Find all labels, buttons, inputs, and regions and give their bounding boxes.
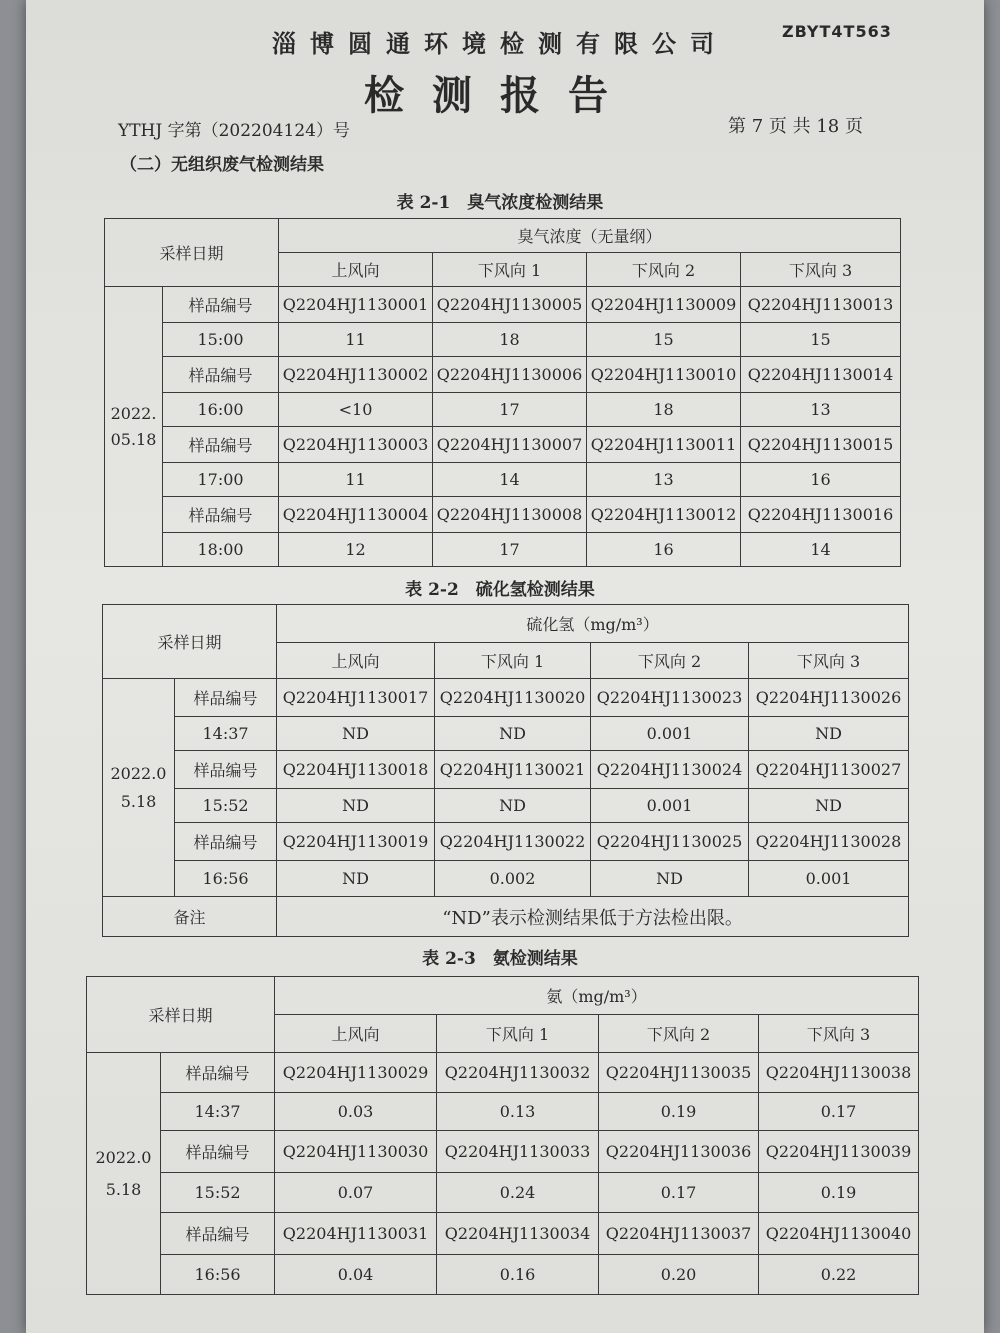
sample-id: Q2204HJ1130028 [749,823,909,861]
result-value: 18 [433,323,587,357]
sample-id: Q2204HJ1130025 [591,823,749,861]
sample-id: Q2204HJ1130038 [759,1053,919,1093]
direction-header: 下风向 1 [433,253,587,287]
sample-id: Q2204HJ1130005 [433,287,587,323]
sample-id: Q2204HJ1130009 [587,287,741,323]
document-number: YTHJ 字第（202204124）号 [118,121,350,141]
result-value: 17 [433,393,587,427]
note-text: “ND”表示检测结果低于方法检出限。 [277,897,909,937]
direction-header: 下风向 3 [741,253,901,287]
result-value: 0.13 [437,1093,599,1131]
sample-label: 样品编号 [175,751,277,789]
sample-label: 样品编号 [163,357,279,393]
result-value: ND [591,861,749,897]
sample-time: 17:00 [163,463,279,497]
result-value: 0.17 [599,1173,759,1213]
result-value: 13 [741,393,901,427]
result-value: 0.22 [759,1255,919,1295]
sample-id: Q2204HJ1130023 [591,679,749,717]
result-value: 16 [587,533,741,567]
direction-header: 下风向 2 [587,253,741,287]
table3-caption: 表 2-3 氨检测结果 [422,949,578,969]
sample-id: Q2204HJ1130024 [591,751,749,789]
direction-header: 下风向 3 [759,1015,919,1053]
result-value: 0.001 [591,717,749,751]
param-header: 硫化氢（mg/m³） [277,605,909,643]
ammonia-table [86,976,919,1295]
sample-id: Q2204HJ1130007 [433,427,587,463]
sample-label: 样品编号 [161,1131,275,1173]
sample-id: Q2204HJ1130003 [279,427,433,463]
date-header: 采样日期 [105,219,279,287]
sample-label: 样品编号 [175,823,277,861]
page-info: 第 7 页 共 18 页 [728,116,863,137]
sample-time: 16:56 [175,861,277,897]
sample-id: Q2204HJ1130020 [435,679,591,717]
section-title: （二）无组织废气检测结果 [120,155,324,175]
sample-label: 样品编号 [161,1053,275,1093]
result-value: 16 [741,463,901,497]
sample-id: Q2204HJ1130033 [437,1131,599,1173]
result-value: 14 [433,463,587,497]
sample-id: Q2204HJ1130027 [749,751,909,789]
result-value: ND [749,789,909,823]
sample-id: Q2204HJ1130032 [437,1053,599,1093]
report-code: ZBYT4T563 [782,22,892,41]
sample-id: Q2204HJ1130034 [437,1213,599,1255]
sample-id: Q2204HJ1130036 [599,1131,759,1173]
direction-header: 下风向 1 [437,1015,599,1053]
sample-time: 16:00 [163,393,279,427]
sample-id: Q2204HJ1130002 [279,357,433,393]
result-value: 18 [587,393,741,427]
sample-time: 18:00 [163,533,279,567]
result-value: 0.07 [275,1173,437,1213]
sample-label: 样品编号 [163,427,279,463]
sample-id: Q2204HJ1130019 [277,823,435,861]
sample-date: 2022.05.18 [103,679,175,897]
company-name: 淄博圆通环境检测有限公司 [272,29,728,58]
sample-id: Q2204HJ1130035 [599,1053,759,1093]
sample-id: Q2204HJ1130013 [741,287,901,323]
sample-date: 2022.05.18 [105,287,163,567]
direction-header: 上风向 [275,1015,437,1053]
sample-label: 样品编号 [175,679,277,717]
result-value: ND [749,717,909,751]
direction-header: 上风向 [279,253,433,287]
sample-id: Q2204HJ1130001 [279,287,433,323]
result-value: ND [277,861,435,897]
direction-header: 下风向 1 [435,643,591,679]
result-value: 0.001 [591,789,749,823]
result-value: ND [435,717,591,751]
sample-id: Q2204HJ1130017 [277,679,435,717]
odor-table [104,218,901,567]
note-label: 备注 [103,897,277,937]
result-value: 15 [587,323,741,357]
result-value: ND [277,789,435,823]
result-value: 15 [741,323,901,357]
sample-id: Q2204HJ1130012 [587,497,741,533]
sample-time: 15:00 [163,323,279,357]
result-value: ND [435,789,591,823]
sample-time: 14:37 [161,1093,275,1131]
sample-id: Q2204HJ1130004 [279,497,433,533]
direction-header: 下风向 2 [591,643,749,679]
sample-id: Q2204HJ1130018 [277,751,435,789]
sample-time: 14:37 [175,717,277,751]
result-value: 0.19 [759,1173,919,1213]
result-value: 0.04 [275,1255,437,1295]
result-value: <10 [279,393,433,427]
sample-label: 样品编号 [163,287,279,323]
date-header: 采样日期 [103,605,277,679]
sample-id: Q2204HJ1130011 [587,427,741,463]
sample-time: 16:56 [161,1255,275,1295]
direction-header: 下风向 2 [599,1015,759,1053]
sample-id: Q2204HJ1130010 [587,357,741,393]
result-value: 12 [279,533,433,567]
result-value: 0.03 [275,1093,437,1131]
sample-id: Q2204HJ1130029 [275,1053,437,1093]
result-value: 0.002 [435,861,591,897]
result-value: 0.001 [749,861,909,897]
result-value: 0.17 [759,1093,919,1131]
direction-header: 下风向 3 [749,643,909,679]
sample-date: 2022.05.18 [87,1053,161,1295]
result-value: 11 [279,463,433,497]
sample-time: 15:52 [161,1173,275,1213]
sample-label: 样品编号 [161,1213,275,1255]
sample-id: Q2204HJ1130021 [435,751,591,789]
result-value: 0.19 [599,1093,759,1131]
sample-id: Q2204HJ1130014 [741,357,901,393]
result-value: 13 [587,463,741,497]
sample-label: 样品编号 [163,497,279,533]
sample-time: 15:52 [175,789,277,823]
sample-id: Q2204HJ1130040 [759,1213,919,1255]
param-header: 氨（mg/m³） [275,977,919,1015]
report-title: 检测报告 [364,72,636,119]
result-value: 0.24 [437,1173,599,1213]
result-value: 0.16 [437,1255,599,1295]
result-value: 0.20 [599,1255,759,1295]
sample-id: Q2204HJ1130037 [599,1213,759,1255]
sample-id: Q2204HJ1130015 [741,427,901,463]
sample-id: Q2204HJ1130022 [435,823,591,861]
table2-caption: 表 2-2 硫化氢检测结果 [405,580,595,600]
sample-id: Q2204HJ1130008 [433,497,587,533]
sample-id: Q2204HJ1130016 [741,497,901,533]
h2s-table [102,604,909,937]
result-value: 11 [279,323,433,357]
sample-id: Q2204HJ1130030 [275,1131,437,1173]
sample-id: Q2204HJ1130006 [433,357,587,393]
direction-header: 上风向 [277,643,435,679]
param-header: 臭气浓度（无量纲） [279,219,901,253]
sample-id: Q2204HJ1130031 [275,1213,437,1255]
table1-caption: 表 2-1 臭气浓度检测结果 [396,193,604,213]
result-value: 17 [433,533,587,567]
result-value: 14 [741,533,901,567]
result-value: ND [277,717,435,751]
sample-id: Q2204HJ1130026 [749,679,909,717]
date-header: 采样日期 [87,977,275,1053]
sample-id: Q2204HJ1130039 [759,1131,919,1173]
